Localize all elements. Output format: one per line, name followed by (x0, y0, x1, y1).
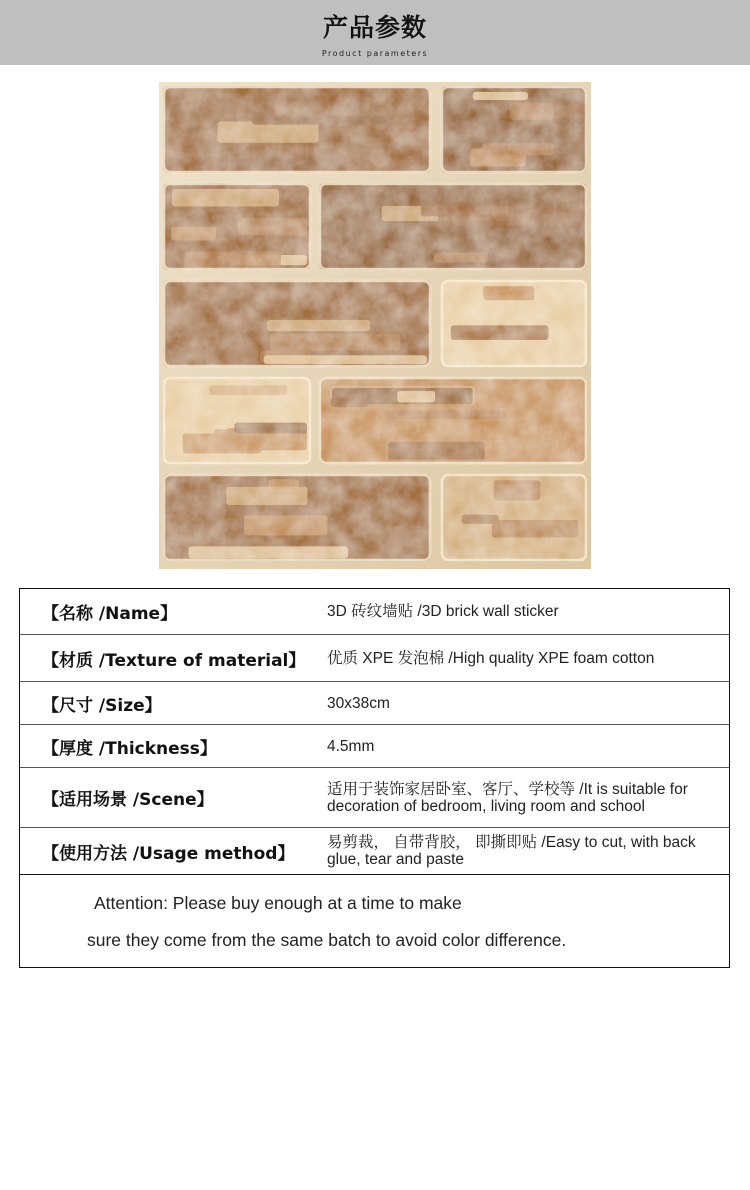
spec-value: 优质 XPE 发泡棉 /High quality XPE foam cotton (327, 649, 655, 667)
spec-value: 3D 砖纹墙贴 /3D brick wall sticker (327, 603, 559, 620)
attention-line-2: sure they come from the same batch to avoid color difference. (87, 930, 567, 950)
page-subtitle: Product parameters (321, 49, 429, 58)
brick-wall-photo-icon (159, 82, 591, 569)
brick (163, 377, 311, 464)
brick (441, 86, 587, 173)
product-photo (159, 82, 591, 569)
attention-line-1: Attention: Please buy enough at a time to make (94, 893, 462, 913)
header-bar (0, 0, 750, 65)
spec-row-scene (20, 768, 729, 828)
brick (163, 474, 431, 561)
spec-row-thickness (20, 725, 729, 768)
brick (163, 86, 431, 173)
brick (319, 183, 587, 270)
spec-table (19, 588, 730, 968)
brick (163, 183, 311, 270)
brick (319, 377, 587, 464)
spec-label: 【名称 /Name】 (42, 604, 178, 624)
spec-value: 易剪裁， 自带背胶， 即撕即贴 /Easy to cut, with back glue, tear and paste (327, 834, 696, 868)
spec-row-size (20, 682, 729, 725)
page-title: 产品参数 (322, 13, 427, 42)
brick (441, 474, 587, 561)
brick (163, 280, 431, 367)
spec-label: 【厚度 /Thickness】 (42, 738, 217, 759)
spec-label: 【适用场景 /Scene】 (42, 790, 214, 810)
spec-label: 【尺寸 /Size】 (42, 695, 162, 716)
attention-note (20, 875, 729, 967)
spec-value: 适用于装饰家居卧室、客厅、学校等 /It is suitable for decoration of bedroom, living room and school (327, 780, 688, 815)
brick (441, 280, 587, 367)
spec-label: 【使用方法 /Usage method】 (42, 843, 295, 864)
spec-label: 【材质 /Texture of material】 (42, 650, 306, 671)
spec-row-name (20, 589, 729, 635)
spec-value: 30x38cm (327, 694, 390, 712)
spec-row-material (20, 635, 729, 682)
spec-value: 4.5mm (327, 737, 375, 755)
spec-row-usage (20, 828, 729, 875)
